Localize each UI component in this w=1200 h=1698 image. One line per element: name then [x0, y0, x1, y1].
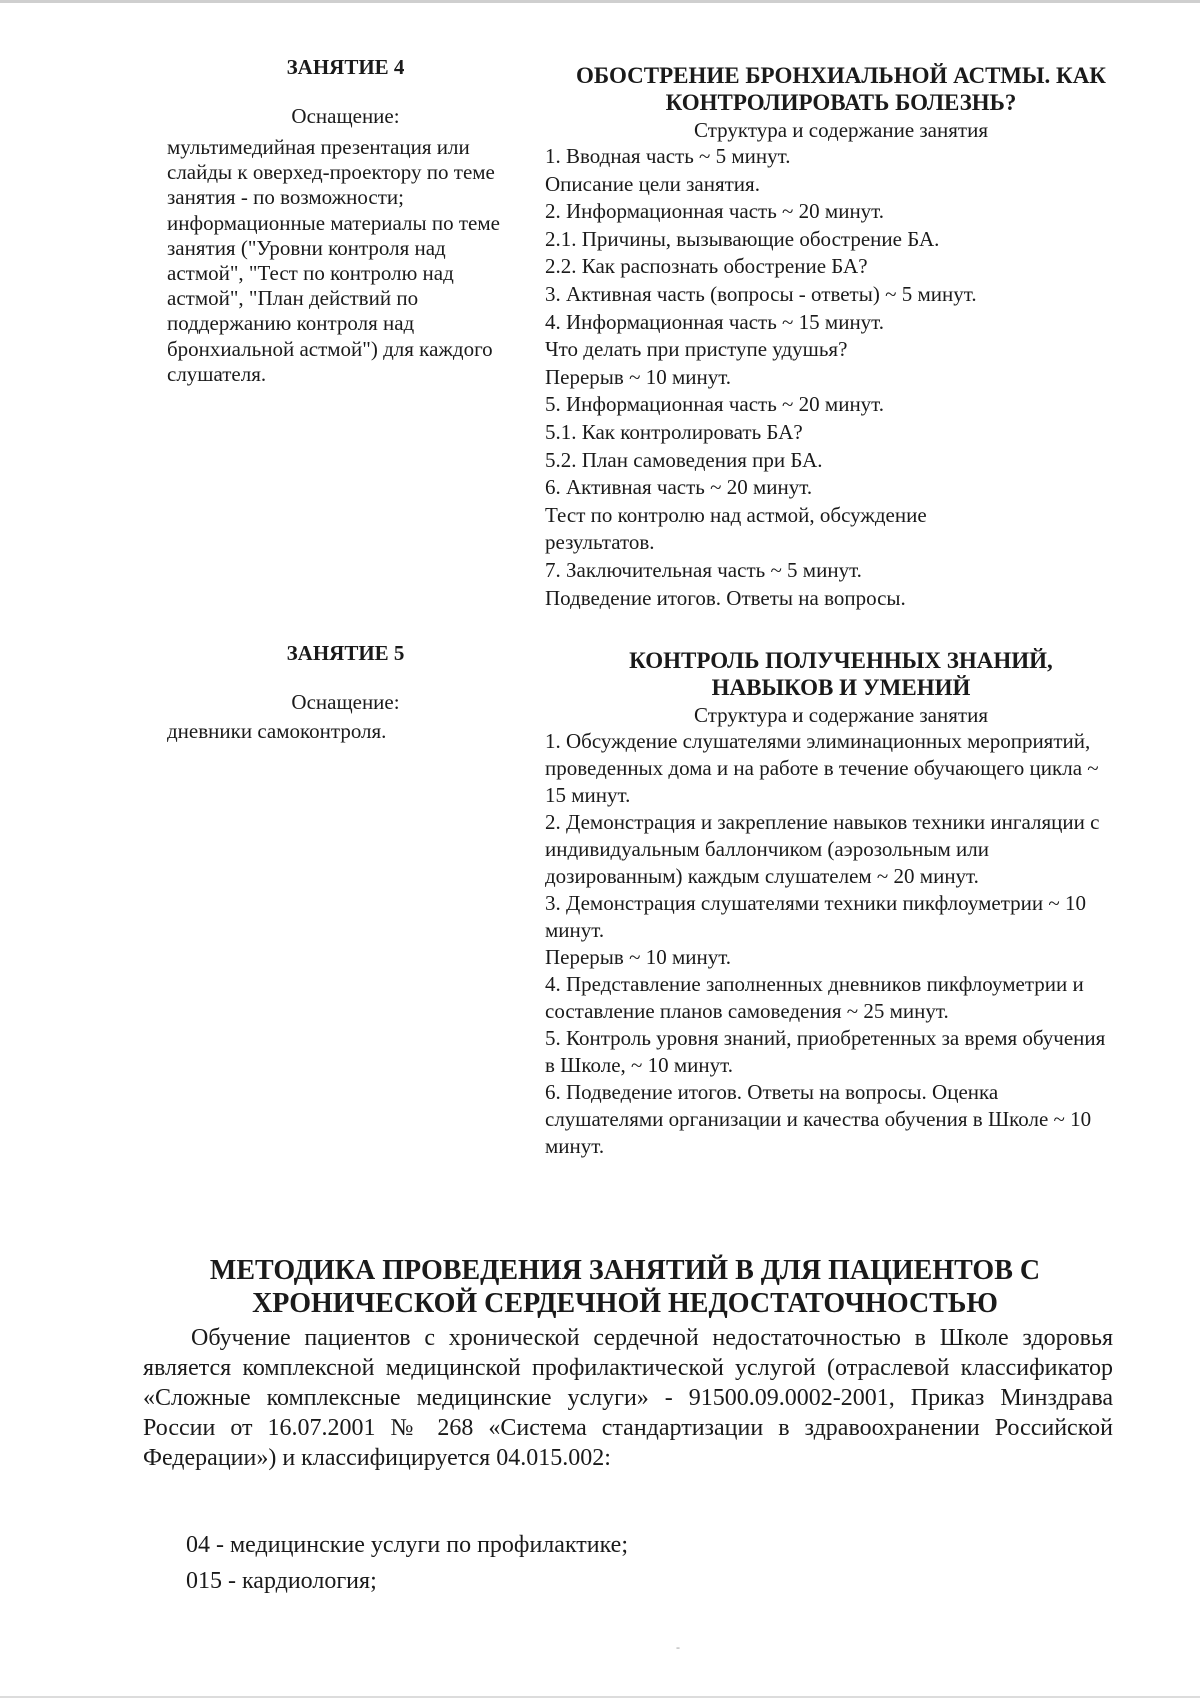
lesson-4-structure-label: Структура и содержание занятия [694, 118, 988, 142]
agenda-item: 6. Активная часть ~ 20 минут. [545, 475, 813, 500]
agenda-item: 7. Заключительная часть ~ 5 минут. [545, 557, 862, 582]
lesson-5-title: ЗАНЯТИЕ 5 [286, 641, 405, 665]
agenda-item: Перерыв ~ 10 минут. [545, 945, 732, 969]
agenda-item: 4. Представление заполненных дневников пикфлоуметрии и составление планов самоведения ~ 25 минут. [545, 972, 1084, 1023]
agenda-item: Подведение итогов. Ответы на вопросы. [545, 585, 906, 610]
agenda-item: 2.2. Как распознать обострение БА? [545, 254, 868, 279]
agenda-item: 1. Вводная часть ~ 5 минут. [545, 144, 791, 168]
methodology-title [130, 1254, 1120, 1320]
lesson-4-topic-line-2: КОНТРОЛИРОВАТЬ БОЛЕЗНЬ? [665, 90, 1017, 115]
lesson-4-equipment-column [167, 55, 524, 387]
classification-code-line: 04 - медицинские услуги по профилактике; [186, 1532, 628, 1558]
agenda-item: результатов. [545, 530, 655, 555]
lesson-5-equipment-column [167, 641, 524, 744]
agenda-item: 3. Демонстрация слушателями техники пикфлоуметрии ~ 10 минут. [545, 891, 1086, 942]
agenda-item: Перерыв ~ 10 минут. [545, 364, 732, 389]
lesson-4-equipment-text: мультимедийная презентация или слайды к оверхед-проектору по теме занятия - по возможности; информационные материалы по теме занятия ("Уровни контроля над астмой", "Тест по контролю над астмой", "План действий по поддержанию контроля над бронхиальной астмой") для каждого слушателя. [167, 135, 500, 386]
lesson-5-agenda-list [545, 728, 1113, 1160]
agenda-item: 1. Обсуждение слушателями элиминационных мероприятий, проведенных дома и на работе в течение обучающего цикла ~ 15 минут. [545, 729, 1099, 807]
agenda-item: Тест по контролю над астмой, обсуждение [545, 502, 927, 527]
agenda-item: Что делать при приступе удушья? [545, 337, 848, 362]
lesson-5-equipment-text: дневники самоконтроля. [167, 719, 387, 743]
agenda-item: 5.2. План самоведения при БА. [545, 447, 823, 472]
agenda-item: 2.1. Причины, вызывающие обострение БА. [545, 226, 940, 251]
classification-code-line: 015 - кардиология; [186, 1568, 377, 1594]
scan-top-edge [0, 0, 1200, 3]
agenda-item: 2. Демонстрация и закрепление навыков техники ингаляции с индивидуальным баллончиком (аэрозольным или дозированным) каждым слушателем ~ 20 минут. [545, 810, 1100, 888]
lesson-4-agenda-list [545, 143, 1131, 612]
lesson-5-topic-line-1: КОНТРОЛЬ ПОЛУЧЕННЫХ ЗНАНИЙ, [629, 648, 1053, 673]
agenda-item: 3. Активная часть (вопросы - ответы) ~ 5 минут. [545, 281, 977, 306]
methodology-paragraph: Обучение пациентов с хронической сердечной недостаточностью в Школе здоровья является комплексной медицинской профилактической услугой (отраслевой классификатор «Сложные комплексные медицинские услуги» - 91500.09.0002-2001, Приказ Минздрава России от 16.07.2001 № 268 «Система стандартизации в здравоохранении Российской Федерации») и классифицируется 04.015.002: [143, 1325, 1113, 1471]
lesson-4-equipment-label: Оснащение: [291, 104, 400, 128]
agenda-item: 5. Контроль уровня знаний, приобретенных за время обучения в Школе, ~ 10 минут. [545, 1026, 1106, 1077]
methodology-title-line-2: ХРОНИЧЕСКОЙ СЕРДЕЧНОЙ НЕДОСТАТОЧНОСТЬЮ [252, 1288, 998, 1319]
lesson-5-content-column [545, 647, 1131, 1160]
agenda-item: 6. Подведение итогов. Ответы на вопросы. Оценка слушателями организации и качества обучения в Школе ~ 10 минут. [545, 1080, 1092, 1158]
agenda-item: 2. Информационная часть ~ 20 минут. [545, 199, 885, 224]
agenda-item: 4. Информационная часть ~ 15 минут. [545, 309, 885, 334]
methodology-title-line-1: МЕТОДИКА ПРОВЕДЕНИЯ ЗАНЯТИЙ В ДЛЯ ПАЦИЕНТОВ С [209, 1255, 1041, 1286]
page-marker: - [676, 1640, 680, 1654]
lesson-4-topic-line-1: ОБОСТРЕНИЕ БРОНХИАЛЬНОЙ АСТМЫ. КАК [576, 63, 1106, 88]
agenda-item: Описание цели занятия. [545, 171, 760, 196]
lesson-4-title: ЗАНЯТИЕ 4 [286, 55, 405, 79]
agenda-item: 5. Информационная часть ~ 20 минут. [545, 392, 885, 417]
lesson-5-topic-line-2: НАВЫКОВ И УМЕНИЙ [711, 675, 971, 700]
agenda-item: 5.1. Как контролировать БА? [545, 419, 803, 444]
lesson-5-structure-label: Структура и содержание занятия [694, 703, 988, 727]
lesson-4-content-column [545, 62, 1131, 612]
lesson-5-equipment-label: Оснащение: [291, 690, 400, 714]
